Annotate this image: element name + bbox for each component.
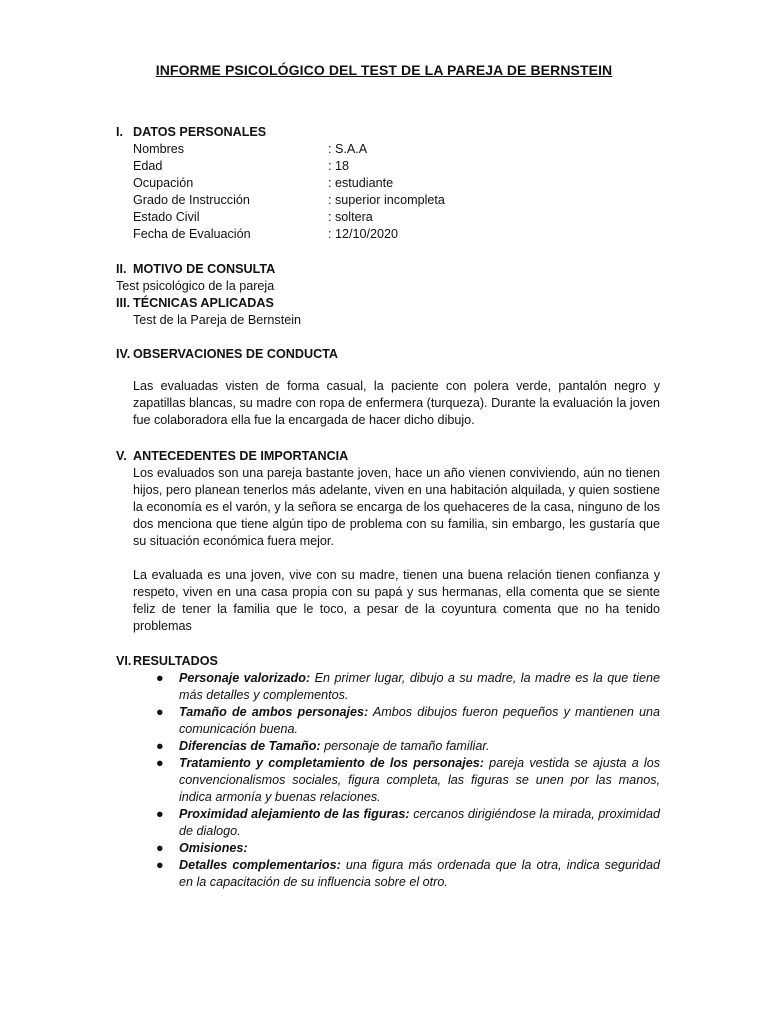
item-text: cercanos dirigiéndose la mirada, proximidad de dialogo. bbox=[179, 807, 660, 838]
section-title: MOTIVO DE CONSULTA bbox=[133, 262, 276, 276]
list-item bbox=[116, 840, 660, 857]
field-row-grado bbox=[116, 192, 660, 209]
section-paragraph: Los evaluados son una pareja bastante joven, hace un año vienen conviviendo, aún no tienen hijos, pero planean tenerlos más adelante, viven en una habitación alquilada, y quien sostiene la economía es el varón, y la señora se encarga de los quehaceres de la casa, ninguno de los dos menciona que tiene algún tipo de problema con su familia, sin embargo, les gustaría que su situación económica fuera mejor. bbox=[133, 466, 660, 548]
list-item bbox=[116, 857, 660, 891]
bullet-icon: ● bbox=[156, 841, 164, 855]
item-text: una figura más ordenada que la otra, indica seguridad en la capacitación de su influencia sobre el otro. bbox=[179, 858, 660, 889]
section-paragraph: Las evaluadas visten de forma casual, la paciente con polera verde, pantalón negro y zapatillas blancas, su madre con ropa de enfermera (turqueza). Durante la evaluación la joven fue colaboradora ella fue la encargada de hacer dicho dibujo. bbox=[133, 379, 660, 427]
section-antecedentes bbox=[116, 448, 660, 635]
item-label: Tratamiento y completamiento de los personajes: bbox=[179, 756, 484, 770]
section-text: Test de la Pareja de Bernstein bbox=[133, 313, 302, 327]
section-number: I. bbox=[116, 125, 123, 139]
section-number: V. bbox=[116, 449, 127, 463]
field-label: Ocupación bbox=[133, 176, 194, 190]
list-item bbox=[116, 755, 660, 806]
section-heading bbox=[116, 261, 660, 278]
field-label: Edad bbox=[133, 159, 163, 173]
bullet-icon: ● bbox=[156, 807, 164, 821]
section-heading bbox=[116, 448, 660, 465]
field-row-estado-civil bbox=[116, 209, 660, 226]
item-label: Detalles complementarios: bbox=[179, 858, 341, 872]
section-title: DATOS PERSONALES bbox=[133, 125, 267, 139]
field-value: : 18 bbox=[328, 159, 350, 173]
section-title: ANTECEDENTES DE IMPORTANCIA bbox=[133, 449, 349, 463]
bullet-icon: ● bbox=[156, 739, 164, 753]
field-label: Fecha de Evaluación bbox=[133, 227, 251, 241]
section-heading bbox=[116, 346, 660, 363]
results-list bbox=[116, 670, 660, 891]
field-value: : 12/10/2020 bbox=[328, 227, 399, 241]
item-label: Proximidad alejamiento de las figuras: bbox=[179, 807, 410, 821]
section-title: OBSERVACIONES DE CONDUCTA bbox=[133, 347, 339, 361]
bullet-icon: ● bbox=[156, 671, 164, 685]
item-label: Omisiones: bbox=[179, 841, 248, 855]
section-number: II. bbox=[116, 262, 127, 276]
field-row-fecha bbox=[116, 226, 660, 243]
section-observaciones bbox=[116, 346, 660, 429]
item-text: Ambos dibujos fueron pequeños y mantienen una comunicación buena. bbox=[179, 705, 660, 736]
report-title: INFORME PSICOLÓGICO DEL TEST DE LA PAREJA DE BERNSTEIN bbox=[155, 62, 613, 78]
field-label: Estado Civil bbox=[133, 210, 200, 224]
field-value: : S.A.A bbox=[328, 142, 368, 156]
item-text: personaje de tamaño familiar. bbox=[320, 739, 490, 753]
item-text: pareja vestida se ajusta a los convencionalismos sociales, figura completa, las figuras se unen por las manos, indica armonía y buenas relaciones. bbox=[179, 756, 660, 804]
section-title: TÉCNICAS APLICADAS bbox=[133, 296, 274, 310]
section-heading bbox=[116, 653, 660, 670]
field-label: Grado de Instrucción bbox=[133, 193, 250, 207]
item-label: Tamaño de ambos personajes: bbox=[179, 705, 369, 719]
item-label: Personaje valorizado: bbox=[179, 671, 311, 685]
item-text: En primer lugar, dibujo a su madre, la madre es la que tiene más detalles y complementos. bbox=[179, 671, 660, 702]
bullet-icon: ● bbox=[156, 858, 164, 872]
bullet-icon: ● bbox=[156, 705, 164, 719]
section-title: RESULTADOS bbox=[133, 654, 218, 668]
field-row-ocupacion bbox=[116, 175, 660, 192]
section-text: Test psicológico de la pareja bbox=[116, 279, 275, 293]
section-motivo bbox=[116, 261, 660, 295]
section-number: III. bbox=[116, 296, 130, 310]
section-tecnicas bbox=[116, 295, 660, 329]
section-paragraph: La evaluada es una joven, vive con su madre, tienen una buena relación tienen confianza y respeto, viven en una casa propia con su papá y sus hermanas, ella comenta que se siente feliz de tener la familia que le toco, a pesar de la coyuntura comenta que no ha tenido problemas bbox=[133, 568, 660, 633]
list-item bbox=[116, 806, 660, 840]
field-label: Nombres bbox=[133, 142, 185, 156]
list-item bbox=[116, 670, 660, 704]
section-heading bbox=[116, 295, 660, 312]
bullet-icon: ● bbox=[156, 756, 164, 770]
field-row-nombres bbox=[116, 141, 660, 158]
field-value: : estudiante bbox=[328, 176, 394, 190]
item-label: Diferencias de Tamaño: bbox=[179, 739, 321, 753]
field-row-edad bbox=[116, 158, 660, 175]
section-heading bbox=[116, 124, 660, 141]
section-resultados bbox=[116, 653, 660, 891]
list-item bbox=[116, 738, 660, 755]
section-number: VI. bbox=[116, 654, 132, 668]
section-number: IV. bbox=[116, 347, 131, 361]
field-value: : superior incompleta bbox=[328, 193, 445, 207]
list-item bbox=[116, 704, 660, 738]
field-value: : soltera bbox=[328, 210, 373, 224]
section-datos-personales bbox=[116, 124, 660, 243]
